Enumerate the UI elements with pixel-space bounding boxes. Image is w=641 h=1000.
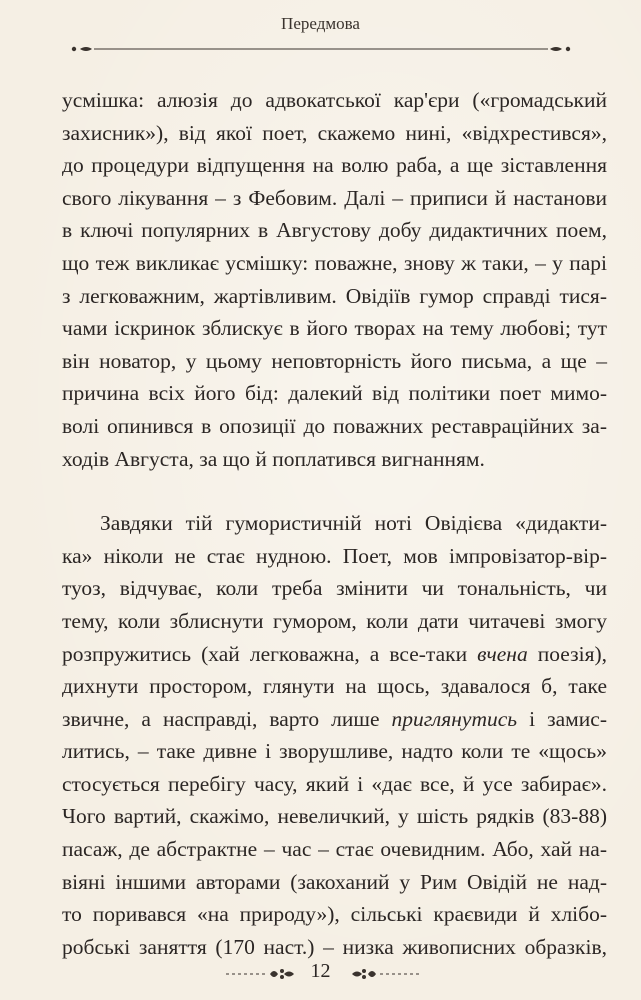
text-line: волі опинився в опозиції до поважних реставраційних за- — [62, 413, 607, 438]
text-line: що теж викликає усмішку: поважне, знову ж таки, – у парі — [62, 250, 607, 275]
main-text — [62, 84, 607, 963]
text-line: з легковажним, жартівливим. Овідіїв гумор справді тися- — [62, 283, 607, 308]
text-line: він новатор, у цьому неповторність його письма, а ще – — [62, 348, 607, 373]
text-line: усмішка: алюзія до адвокатської кар'єри («громадський — [62, 88, 607, 112]
text-line: свого лікування – з Фебовим. Далі – приписи й настанови — [62, 185, 607, 210]
paragraph-1 — [62, 84, 607, 475]
text-line: пасаж, де абстрактне – час – стає очевидним. Або, хай на- — [62, 837, 607, 862]
text-segment: звичне, а насправді, варто лише — [62, 706, 392, 731]
page-number: 12 — [310, 960, 331, 982]
text-line: робські заняття (170 наст.) – низка живописних образків, — [62, 934, 607, 959]
text-line: Чого вартий, скажімо, невеличкий, у шість рядків (83-88) — [62, 804, 607, 829]
text-line: тему, коли зблиснути гумором, коли дати читачеві змогу — [62, 608, 607, 633]
text-line: до процедури відпущення на волю раба, а ще зіставлення — [62, 153, 607, 178]
paragraph-2 — [62, 507, 607, 963]
text-segment: поезія), — [527, 641, 607, 666]
text-line: віяні іншими авторами (закоханий у Рим Овідій не над- — [62, 869, 607, 894]
text-line: причина всіх його бід: далекий від політики поет мимо- — [62, 381, 607, 406]
text-line — [62, 703, 607, 736]
italic-word: приглянутись — [391, 706, 518, 731]
italic-word: вчена — [477, 641, 528, 666]
text-line: чами іскринок зблискує в його творах на тему любові; тут — [62, 316, 607, 341]
text-line: захисник»), від якої поет, скажемо нині, «відхрестився», — [62, 120, 607, 145]
text-segment: і замис- — [517, 706, 607, 731]
text-line: в ключі популярних в Августову добу дидактичних поем, — [62, 218, 607, 243]
text-line: Завдяки тій гумористичній ноті Овідієва «дидакти- — [100, 511, 607, 536]
page-footer — [0, 960, 641, 986]
floral-ornament-icon — [352, 966, 420, 985]
text-line: литись, – таке дивне і зворушливе, надто коли те «щось» — [62, 739, 607, 764]
text-line: то поривався «на природу»), сільські краєвиди й хлібо- — [62, 902, 607, 927]
paragraph-gap — [62, 475, 607, 507]
text-line: дихнути простором, глянути на щось, здавалося б, таке — [62, 674, 607, 699]
ornamental-rule-icon — [70, 44, 572, 54]
running-header-title: Передмова — [281, 14, 360, 33]
text-segment: розпружитись (хай легковажна, а все-таки — [62, 641, 478, 666]
text-line: туоз, відчуває, коли треба змінити чи тональність, чи — [62, 576, 607, 601]
text-line: стосується перебігу часу, який і «дає все, й усе забирає». — [62, 771, 607, 796]
text-line: ходів Августа, за що й поплатився вигнанням. — [62, 446, 485, 471]
text-line: ка» ніколи не стає нудною. Поет, мов імпровізатор-вір- — [62, 543, 607, 568]
text-line — [62, 638, 607, 671]
